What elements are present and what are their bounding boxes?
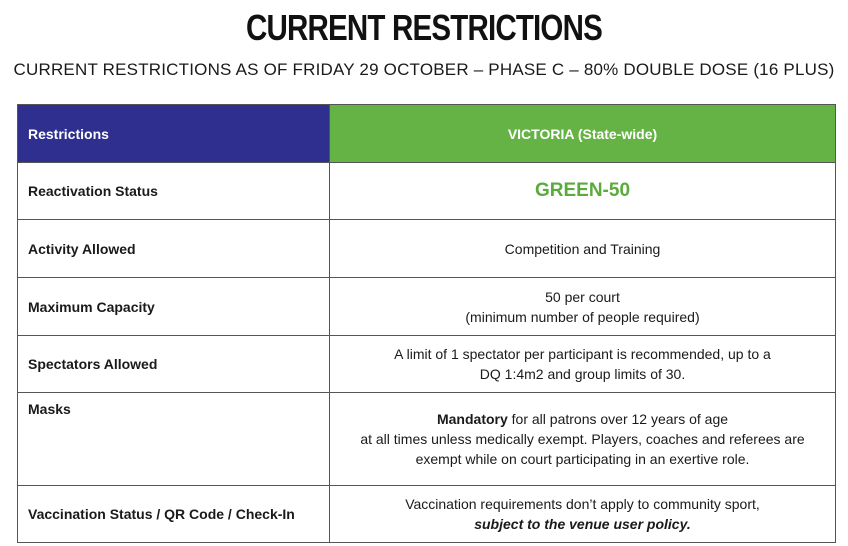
row-label-activity: Activity Allowed bbox=[18, 220, 330, 278]
row-label-spectators: Spectators Allowed bbox=[18, 336, 330, 393]
spectators-line-2: DQ 1:4m2 and group limits of 30. bbox=[479, 366, 686, 382]
row-label-capacity: Maximum Capacity bbox=[18, 278, 330, 336]
masks-line-1-rest: for all patrons over 12 years of age bbox=[507, 411, 729, 427]
row-value-spectators bbox=[330, 336, 836, 393]
header-victoria: VICTORIA (State-wide) bbox=[330, 105, 836, 163]
masks-mandatory: Mandatory bbox=[436, 411, 508, 427]
vaccination-line-1: Vaccination requirements don’t apply to community sport, bbox=[405, 496, 760, 512]
masks-line-1 bbox=[340, 409, 825, 429]
table-header-row bbox=[18, 105, 836, 163]
vaccination-line-2: subject to the venue user policy. bbox=[474, 516, 691, 532]
masks-line-3: exempt while on court participating in an exertive role. bbox=[415, 451, 750, 467]
spectators-line-1: A limit of 1 spectator per participant is recommended, up to a bbox=[394, 346, 771, 362]
table-row bbox=[18, 278, 836, 336]
table-row bbox=[18, 393, 836, 486]
masks-line-2: at all times unless medically exempt. Players, coaches and referees are bbox=[360, 431, 805, 447]
row-label-masks: Masks bbox=[18, 393, 330, 486]
table-row bbox=[18, 163, 836, 220]
row-label-reactivation: Reactivation Status bbox=[18, 163, 330, 220]
capacity-line-1: 50 per court bbox=[545, 288, 620, 305]
row-value-vaccination bbox=[330, 486, 836, 543]
table-row bbox=[18, 486, 836, 543]
header-restrictions: Restrictions bbox=[18, 105, 330, 163]
table-row bbox=[18, 220, 836, 278]
table-row bbox=[18, 336, 836, 393]
page-title: CURRENT RESTRICTIONS bbox=[246, 7, 602, 48]
reactivation-status-badge: GREEN-50 bbox=[534, 180, 631, 201]
page-subtitle: CURRENT RESTRICTIONS AS OF FRIDAY 29 OCTOBER – PHASE C – 80% DOUBLE DOSE (16 PLUS) bbox=[13, 60, 835, 79]
capacity-line-2: (minimum number of people required) bbox=[465, 308, 700, 325]
row-label-vaccination: Vaccination Status / QR Code / Check-In bbox=[18, 486, 330, 543]
row-value-capacity bbox=[330, 278, 836, 336]
row-value-reactivation bbox=[330, 163, 836, 220]
row-value-activity: Competition and Training bbox=[330, 220, 836, 278]
restrictions-table bbox=[17, 104, 836, 543]
row-value-masks bbox=[330, 393, 836, 486]
